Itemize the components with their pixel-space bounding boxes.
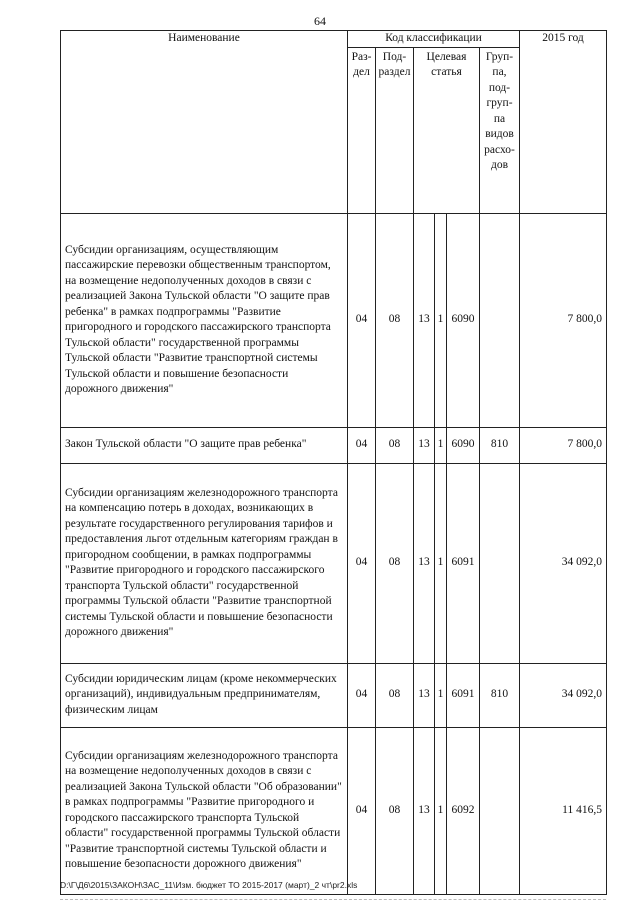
row-target-2: 1 xyxy=(435,213,447,427)
row-target-1: 13 xyxy=(414,727,435,894)
row-target-3: 6092 xyxy=(447,727,480,894)
table-row xyxy=(61,213,607,427)
row-group xyxy=(480,213,520,427)
row-section: 04 xyxy=(348,427,376,463)
scan-artifact-line xyxy=(60,899,606,901)
header-name: Наименование xyxy=(61,31,348,214)
header-section: Раз-дел xyxy=(348,47,376,213)
row-group xyxy=(480,727,520,894)
file-path-footer: D:\Г\Д6\2015\ЗАКОН\ЗАС_11\Изм. бюджет ТО 2015-2017 (март)_2 чт\pr2.xls xyxy=(60,880,358,890)
row-target-2: 1 xyxy=(435,663,447,727)
row-amount: 34 092,0 xyxy=(520,663,607,727)
row-section: 04 xyxy=(348,463,376,663)
row-name: Субсидии юридическим лицам (кроме некоммерческих организаций), индивидуальным предпринимателям, физическим лицам xyxy=(61,663,348,727)
row-target-2: 1 xyxy=(435,727,447,894)
row-subsection: 08 xyxy=(376,213,414,427)
row-subsection: 08 xyxy=(376,727,414,894)
row-amount: 11 416,5 xyxy=(520,727,607,894)
page-number: 64 xyxy=(314,14,326,28)
row-amount: 34 092,0 xyxy=(520,463,607,663)
row-target-3: 6091 xyxy=(447,463,480,663)
row-name: Субсидии организациям, осуществляющим пассажирские перевозки общественным транспортом, на возмещение недополученных доходов в связи с реализацией Закона Тульской области "О защите прав ребенка" в рамках подпрограммы "Развитие пригородного и городского пассажирского транспорта Тульской области" государственной программы Тульской области "Развитие транспортной системы Тульской области и повышение безопасности дорожного движения" xyxy=(61,213,348,427)
row-section: 04 xyxy=(348,727,376,894)
row-target-2: 1 xyxy=(435,427,447,463)
row-name: Субсидии организациям железнодорожного транспорта на возмещение недополученных доходов в связи с реализацией Закона Тульской области "Об образовании" в рамках подпрограммы "Развитие пригородного и городского пассажирского транспорта Тульской области" государственной программы Тульской области "Развитие транспортной системы Тульской области и повышение безопасности дорожного движения" xyxy=(61,727,348,894)
header-target-item: Целевая статья xyxy=(414,47,480,213)
table-row xyxy=(61,727,607,894)
table-row xyxy=(61,463,607,663)
header-year: 2015 год xyxy=(520,31,607,214)
row-group xyxy=(480,463,520,663)
row-group: 810 xyxy=(480,427,520,463)
row-amount: 7 800,0 xyxy=(520,427,607,463)
row-subsection: 08 xyxy=(376,463,414,663)
row-target-3: 6091 xyxy=(447,663,480,727)
header-subsection: Под-раздел xyxy=(376,47,414,213)
header-classification: Код классификации xyxy=(348,31,520,48)
row-subsection: 08 xyxy=(376,663,414,727)
row-group: 810 xyxy=(480,663,520,727)
row-section: 04 xyxy=(348,213,376,427)
row-target-1: 13 xyxy=(414,463,435,663)
header-expense-group: Груп-па, под-груп-па видов расхо-дов xyxy=(480,47,520,213)
row-target-1: 13 xyxy=(414,213,435,427)
budget-table xyxy=(60,30,607,895)
row-target-1: 13 xyxy=(414,427,435,463)
row-target-2: 1 xyxy=(435,463,447,663)
row-target-3: 6090 xyxy=(447,427,480,463)
row-subsection: 08 xyxy=(376,427,414,463)
row-name: Закон Тульской области "О защите прав ребенка" xyxy=(61,427,348,463)
table-row xyxy=(61,427,607,463)
row-name: Субсидии организациям железнодорожного транспорта на компенсацию потерь в доходах, возникающих в результате государственного регулирования тарифов и предоставления льгот отдельным категориям граждан в пригородном сообщении, в рамках подпрограммы "Развитие пригородного и городского пассажирского транспорта Тульской области" государственной программы Тульской области "Развитие транспортной системы Тульской области и повышение безопасности дорожного движения" xyxy=(61,463,348,663)
row-target-1: 13 xyxy=(414,663,435,727)
row-target-3: 6090 xyxy=(447,213,480,427)
row-section: 04 xyxy=(348,663,376,727)
row-amount: 7 800,0 xyxy=(520,213,607,427)
table-row xyxy=(61,663,607,727)
